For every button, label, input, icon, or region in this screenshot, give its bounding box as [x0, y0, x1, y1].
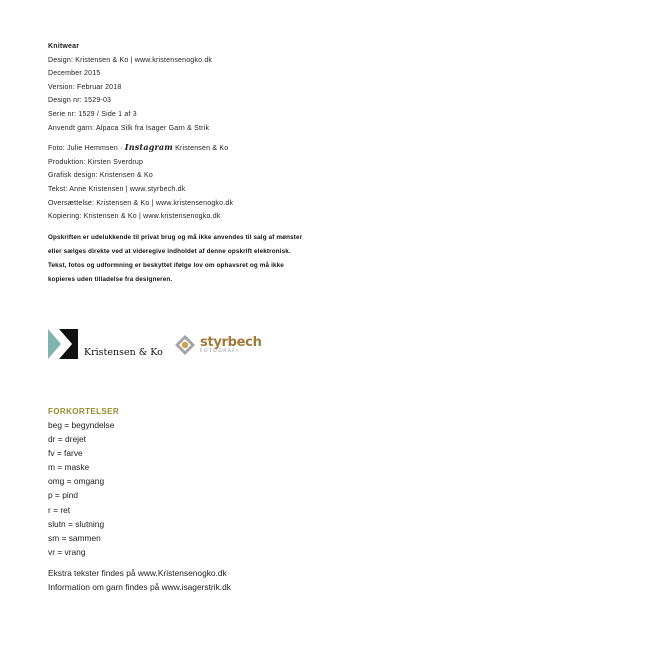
credits-line: Kopiering: Kristensen & Ko | www.kristensenogko.dk — [48, 213, 221, 221]
copyright-notice — [48, 231, 608, 288]
kristensen-logo — [48, 327, 163, 359]
colophon-title: Knitwear — [48, 43, 80, 50]
abbreviation-item: beg = begyndelse — [48, 420, 115, 430]
credits-line: Tekst: Anne Kristensen | www.styrbech.dk — [48, 185, 186, 193]
abbreviation-item: fv = farve — [48, 448, 83, 459]
colophon-line: Design nr: 1529-03 — [48, 97, 112, 105]
abbreviation-item: dr = drejet — [48, 434, 86, 445]
colophon-line: Serie nr: 1529 / Side 1 af 3 — [48, 110, 137, 118]
abbreviations — [48, 406, 231, 594]
styrbech-logo-sub: FOTOGRAFI — [200, 348, 239, 354]
abbreviations-title: FORKORTELSER — [48, 407, 120, 416]
kk-mark-icon — [48, 329, 78, 359]
abbreviation-item: vr = vrang — [48, 546, 86, 557]
credits-photo-line — [48, 141, 608, 156]
instagram-logo: Instagram — [124, 142, 173, 153]
abbreviation-item: p = pind — [48, 490, 79, 501]
abbreviation-item: m = maske — [48, 462, 90, 473]
colophon-line: Design: Kristensen & Ko | www.kristensenogko.dk — [48, 56, 213, 64]
notice-line: eller sælges direkte ved at videregive indholdet af denne opskrift elektronisk. — [48, 247, 291, 255]
abbreviation-item: slutn = slutning — [48, 518, 105, 529]
credits-line: Grafisk design: Kristensen & Ko — [48, 172, 154, 180]
footer-links — [48, 566, 231, 594]
styrbech-logo-name: styrbech — [200, 334, 262, 350]
footer-line-kristensen: Ekstra tekster findes på www.Kristensenogko.dk — [48, 567, 227, 578]
logo-row — [48, 327, 308, 359]
abbreviation-item: sm = sammen — [48, 532, 101, 543]
credits-line: Produktion: Kirsten Sverdrup — [48, 158, 144, 166]
footer-line-isager: Information om garn findes på www.isagerstrik.dk — [48, 581, 231, 592]
styrbech-logo — [174, 334, 262, 356]
colophon-line: Version: Februar 2018 — [48, 83, 122, 91]
notice-line: Opskriften er udelukkende til privat brug og må ikke anvendes til salg af mønster — [48, 233, 303, 241]
notice-line: Tekst, fotos og udformning er beskyttet ifølge lov om ophavsret og må ikke — [48, 262, 284, 270]
colophon — [48, 40, 608, 288]
credits-photo-suffix: Kristensen & Ko — [172, 145, 229, 153]
abbreviation-item: omg = omgang — [48, 476, 105, 487]
kristensen-logo-text: Kristensen & Ko — [84, 347, 163, 358]
colophon-line: Anvendt garn: Alpaca Silk fra Isager Garn & Strik — [48, 124, 210, 132]
notice-line: kopieres uden tilladelse fra designeren. — [48, 276, 173, 284]
abbreviation-item: r = ret — [48, 504, 71, 515]
styrbech-mark-icon — [174, 334, 196, 356]
credits-photo-prefix: Foto: Julie Hemmsen · — [48, 145, 125, 153]
credits — [48, 141, 608, 224]
credits-line: Oversættelse: Kristensen & Ko | www.kristensenogko.dk — [48, 199, 234, 207]
colophon-line: December 2015 — [48, 70, 101, 78]
